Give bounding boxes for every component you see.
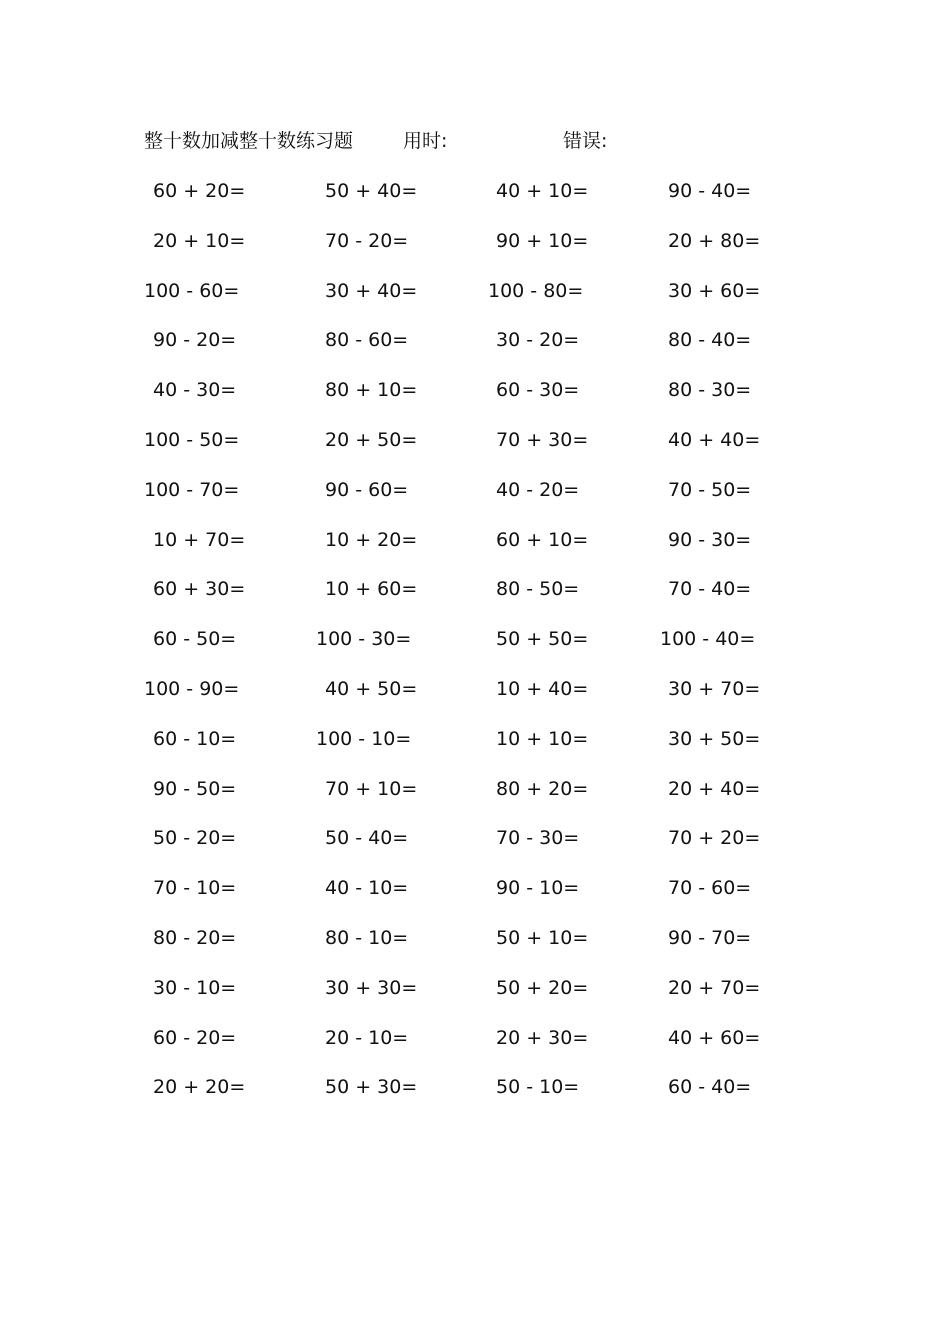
problem-15-1: 70 - 10=	[153, 877, 237, 899]
problem-14-2: 50 - 40=	[325, 827, 409, 849]
problem-10-2: 100 - 30=	[316, 628, 412, 650]
problem-1-2: 50 + 40=	[325, 180, 418, 202]
problem-5-4: 80 - 30=	[668, 379, 752, 401]
problem-15-4: 70 - 60=	[668, 877, 752, 899]
problem-13-4: 20 + 40=	[668, 778, 761, 800]
problem-15-3: 90 - 10=	[496, 877, 580, 899]
problem-2-2: 70 - 20=	[325, 230, 409, 252]
problem-14-3: 70 - 30=	[496, 827, 580, 849]
problem-1-4: 90 - 40=	[668, 180, 752, 202]
problem-14-4: 70 + 20=	[668, 827, 761, 849]
problem-16-3: 50 + 10=	[496, 927, 589, 949]
problem-9-1: 60 + 30=	[153, 578, 246, 600]
problem-2-1: 20 + 10=	[153, 230, 246, 252]
problem-5-3: 60 - 30=	[496, 379, 580, 401]
problem-5-1: 40 - 30=	[153, 379, 237, 401]
problem-10-1: 60 - 50=	[153, 628, 237, 650]
problem-18-1: 60 - 20=	[153, 1027, 237, 1049]
problem-17-2: 30 + 30=	[325, 977, 418, 999]
problem-1-1: 60 + 20=	[153, 180, 246, 202]
problem-17-3: 50 + 20=	[496, 977, 589, 999]
problem-11-3: 10 + 40=	[496, 678, 589, 700]
problem-10-4: 100 - 40=	[660, 628, 756, 650]
problem-9-2: 10 + 60=	[325, 578, 418, 600]
problem-11-2: 40 + 50=	[325, 678, 418, 700]
problem-18-3: 20 + 30=	[496, 1027, 589, 1049]
problem-8-4: 90 - 30=	[668, 529, 752, 551]
problem-8-1: 10 + 70=	[153, 529, 246, 551]
problem-10-3: 50 + 50=	[496, 628, 589, 650]
problem-5-2: 80 + 10=	[325, 379, 418, 401]
problem-16-4: 90 - 70=	[668, 927, 752, 949]
problem-3-3: 100 - 80=	[488, 280, 584, 302]
problem-17-4: 20 + 70=	[668, 977, 761, 999]
problem-11-4: 30 + 70=	[668, 678, 761, 700]
problem-19-4: 60 - 40=	[668, 1076, 752, 1098]
problem-6-2: 20 + 50=	[325, 429, 418, 451]
problem-9-4: 70 - 40=	[668, 578, 752, 600]
problem-19-2: 50 + 30=	[325, 1076, 418, 1098]
problem-11-1: 100 - 90=	[144, 678, 240, 700]
problem-3-4: 30 + 60=	[668, 280, 761, 302]
problem-17-1: 30 - 10=	[153, 977, 237, 999]
problem-14-1: 50 - 20=	[153, 827, 237, 849]
problem-6-1: 100 - 50=	[144, 429, 240, 451]
problem-19-1: 20 + 20=	[153, 1076, 246, 1098]
problem-4-3: 30 - 20=	[496, 329, 580, 351]
problem-7-1: 100 - 70=	[144, 479, 240, 501]
problem-7-2: 90 - 60=	[325, 479, 409, 501]
problem-4-4: 80 - 40=	[668, 329, 752, 351]
problem-7-3: 40 - 20=	[496, 479, 580, 501]
problem-12-4: 30 + 50=	[668, 728, 761, 750]
problem-3-1: 100 - 60=	[144, 280, 240, 302]
problem-6-4: 40 + 40=	[668, 429, 761, 451]
problem-4-1: 90 - 20=	[153, 329, 237, 351]
problem-8-3: 60 + 10=	[496, 529, 589, 551]
problem-12-2: 100 - 10=	[316, 728, 412, 750]
problem-16-1: 80 - 20=	[153, 927, 237, 949]
problem-18-4: 40 + 60=	[668, 1027, 761, 1049]
problem-9-3: 80 - 50=	[496, 578, 580, 600]
problem-2-3: 90 + 10=	[496, 230, 589, 252]
problem-4-2: 80 - 60=	[325, 329, 409, 351]
problem-1-3: 40 + 10=	[496, 180, 589, 202]
worksheet-title: 整十数加减整十数练习题	[144, 130, 354, 152]
problem-18-2: 20 - 10=	[325, 1027, 409, 1049]
problem-8-2: 10 + 20=	[325, 529, 418, 551]
errors-label: 错误:	[563, 130, 608, 152]
problem-12-3: 10 + 10=	[496, 728, 589, 750]
problem-13-3: 80 + 20=	[496, 778, 589, 800]
problem-19-3: 50 - 10=	[496, 1076, 580, 1098]
problem-6-3: 70 + 30=	[496, 429, 589, 451]
problem-12-1: 60 - 10=	[153, 728, 237, 750]
problem-13-2: 70 + 10=	[325, 778, 418, 800]
problem-13-1: 90 - 50=	[153, 778, 237, 800]
problem-7-4: 70 - 50=	[668, 479, 752, 501]
time-label: 用时:	[403, 130, 448, 152]
problem-3-2: 30 + 40=	[325, 280, 418, 302]
problem-16-2: 80 - 10=	[325, 927, 409, 949]
problem-2-4: 20 + 80=	[668, 230, 761, 252]
problem-15-2: 40 - 10=	[325, 877, 409, 899]
